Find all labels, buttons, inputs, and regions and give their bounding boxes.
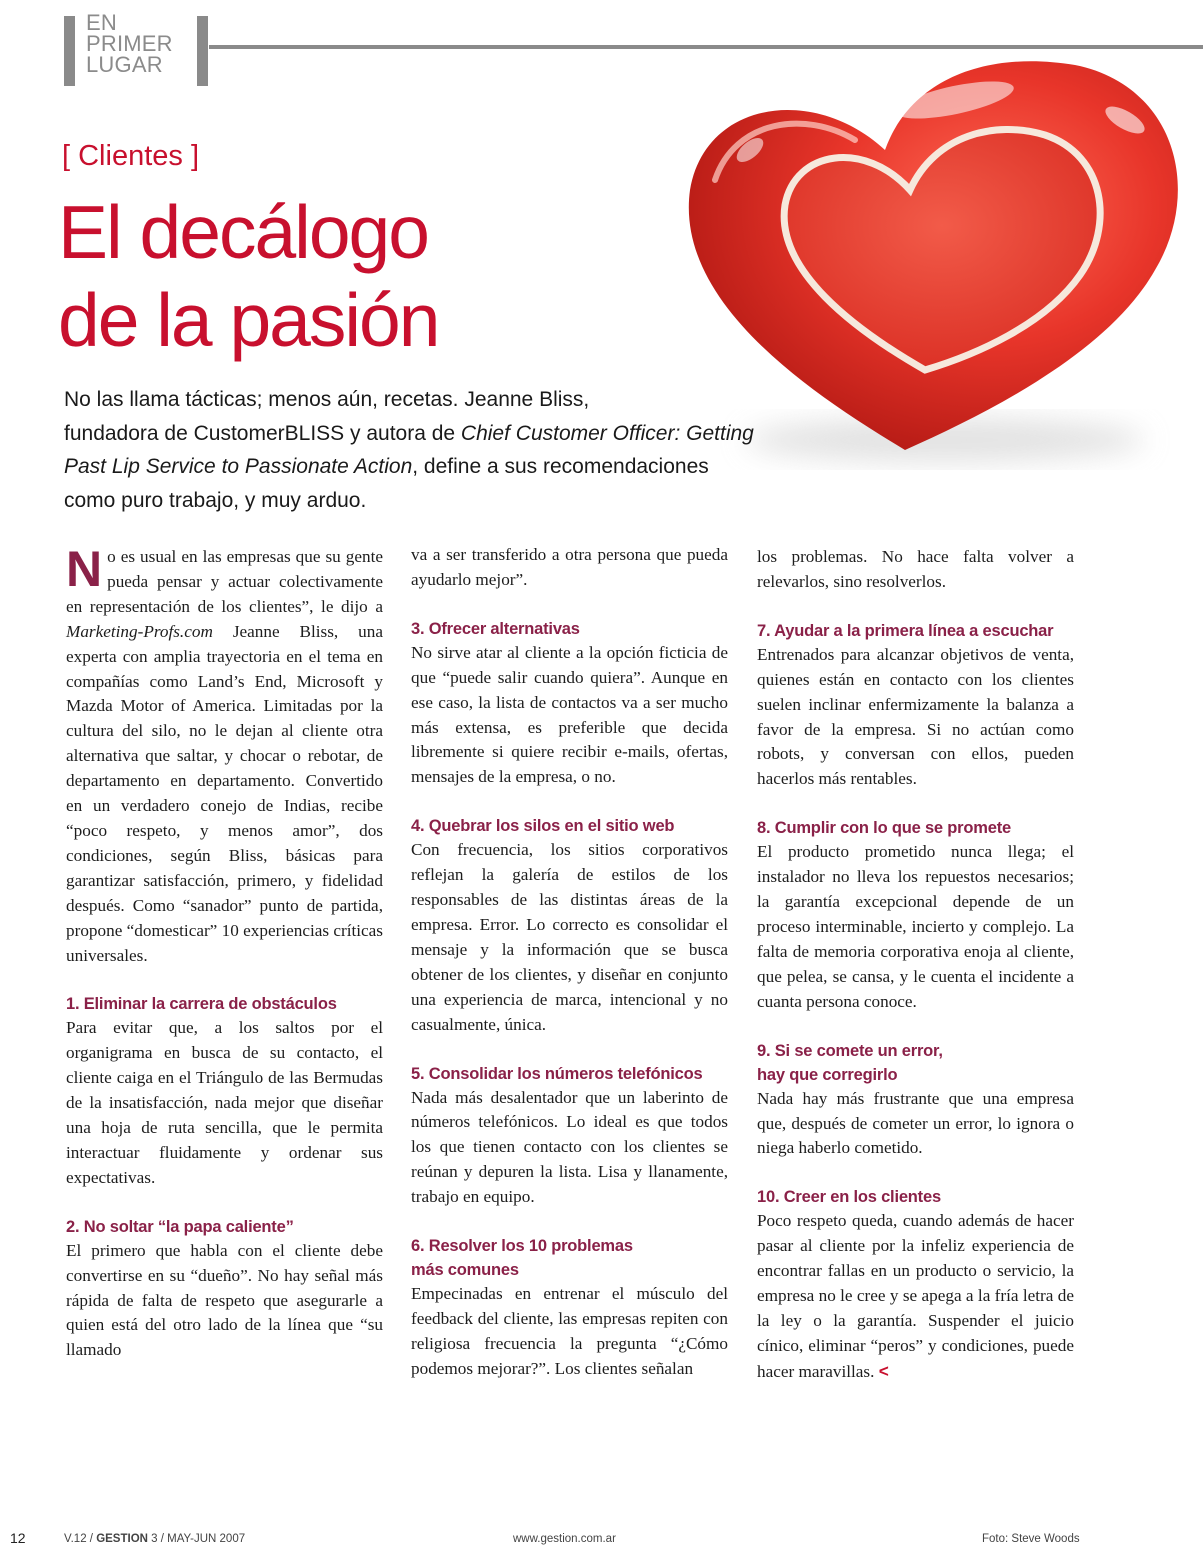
drop-cap: N — [66, 541, 103, 597]
item-body: va a ser transferido a otra persona que pueda ayudarlo mejor”. — [411, 545, 728, 589]
issue-info — [64, 1533, 245, 1545]
issue-volume: V.12 / — [64, 1533, 97, 1545]
source-name: Marketing-Profs.com — [66, 621, 213, 641]
item-heading: 3. Ofrecer alternativas — [411, 619, 580, 638]
issue-date: 3 / MAY-JUN 2007 — [147, 1533, 246, 1545]
deck-line: No las llama tácticas; menos aún, recetas. Jeanne Bliss, — [64, 388, 590, 411]
item-heading: 4. Quebrar los silos en el sitio web — [411, 817, 675, 836]
photo-credit: Foto: Steve Woods — [982, 1533, 1080, 1545]
section-label-line: EN — [86, 10, 117, 35]
text-column-3 — [757, 545, 1074, 1385]
website-url[interactable]: www.gestion.com.ar — [513, 1533, 616, 1545]
text-column-1 — [66, 541, 383, 1363]
article-deck — [64, 383, 784, 517]
item-body: Nada hay más frustrante que una empresa que, después de cometer un error, lo ignora o niega haberlo cometido. — [757, 1088, 1074, 1158]
item-body: Entrenados para alcanzar objetivos de venta, quienes están en contacto con los clientes suelen inclinar enfermizamente la balanza a favor de la empresa. Si no actúan como robots, y conversan con ellos, pueden hacerlos más rentables. — [757, 644, 1074, 789]
deck-line — [64, 450, 784, 484]
item-heading: 7. Ayudar a la primera línea a escuchar — [757, 621, 1054, 640]
text-column-2 — [411, 543, 728, 1382]
article-title — [58, 188, 438, 364]
item-body: Nada más desalentador que un laberinto de números telefónicos. Lo ideal es que todos los que tienen contacto con los clientes se reúnan y depuren la lista. Lisa y llanamente, trabajo en equipo. — [411, 1087, 728, 1207]
deck-text: fundadora de CustomerBLISS y autora de — [64, 421, 461, 445]
magazine-name: GESTION — [96, 1533, 148, 1545]
item-heading: 8. Cumplir con lo que se promete — [757, 819, 1011, 838]
item-body: No sirve atar al cliente a la opción ficticia de que “puede salir cuando quiera”. Aunque en ese caso, la lista de contactos va a ser mucho más extensa, es preferible que decida libremente si quiere recibir e-mails, ofertas, mensajes de la empresa, o no. — [411, 642, 728, 787]
deck-line: como puro trabajo, y muy arduo. — [64, 488, 367, 512]
section-bar-left — [64, 16, 75, 86]
intro-paragraph — [66, 541, 383, 968]
title-line: El decálogo — [58, 190, 428, 274]
item-body: El primero que habla con el cliente debe convertirse en su “dueño”. No hay señal más rápida de falta de respeto que asegurarle a quien está del otro lado de la línea que “su llamado — [66, 1240, 383, 1360]
deck-line — [64, 417, 784, 451]
section-bar-right — [197, 16, 208, 86]
item-body: Empecinadas en entrenar el músculo del feedback del cliente, las empresas repiten con religiosa frecuencia la pregunta “¿Cómo podemos mejorar?”. Los clientes señalan — [411, 1284, 728, 1378]
item-body: El producto prometido nunca llega; el instalador no lleva los repuestos necesarios; la garantía excepcional depende de un proceso interminable, incierto y complejo. La falta de memoria corporativa enoja al cliente, que pelea, se cansa, y le cuenta el incidente a cuanta persona conoce. — [757, 842, 1074, 1011]
item-heading — [757, 1039, 1074, 1087]
intro-text: o es usual en las empresas que su gente pueda pensar y actuar colectivamente en representación de los clientes”, le dijo a — [66, 547, 383, 616]
intro-text: Jeanne Bliss, una experta con amplia trayectoria en el tema en compañías como Land’s End, Microsoft y Mazda Motor of America. Limitadas por la cultura del silo, no le dejan al cliente otra alternativa que saltar, y chocar o rebotar, de departamento en departamento. Convertido en un verdadero conejo de Indias, recibe “poco respeto, y menos amor”, dos condiciones, según Bliss, básicas para garantizar satisfacción, primero, y fidelidad después. Como “sanador” punto de partida, propone “domesticar” 10 experiencias críticas universales. — [66, 621, 383, 965]
heading-line: hay que corregirlo — [757, 1065, 898, 1084]
deck-text: , define a sus recomendaciones — [412, 455, 709, 478]
item-text: Poco respeto queda, cuando además de hacer pasar al cliente por la infeliz experiencia de encontrar fallas en un producto o servicio, la empresa no le cree y se apega a la fría letra de la ley o la garantía. Suspender el juicio cínico, eliminar “peros” y condiciones, puede hacer maravillas. — [757, 1211, 1074, 1381]
item-body: los problemas. No hace falta volver a relevarlos, sino resolverlos. — [757, 547, 1074, 591]
heading-line: 6. Resolver los 10 problemas — [411, 1237, 633, 1256]
item-heading — [411, 1234, 728, 1282]
item-heading: 5. Consolidar los números telefónicos — [411, 1064, 703, 1083]
page-number: 12 — [10, 1530, 26, 1546]
heading-line: 9. Si se comete un error, — [757, 1041, 943, 1060]
book-title: Past Lip Service to Passionate Action — [64, 455, 413, 478]
end-mark: < — [878, 1360, 889, 1381]
book-title: Chief Customer Officer: Getting — [460, 421, 754, 445]
heading-line: más comunes — [411, 1261, 519, 1280]
item-heading: 10. Creer en los clientes — [757, 1188, 941, 1207]
section-label-line: PRIMER — [86, 31, 173, 56]
item-body: Para evitar que, a los saltos por el organigrama en busca de su contacto, el cliente caiga en el Triángulo de las Bermudas de la insatisfacción, nada mejor que diseñar una hoja de ruta sencilla, que le permita interactuar fluidamente y ordenar sus expectativas. — [66, 1018, 383, 1187]
section-label-line: LUGAR — [86, 52, 163, 77]
item-body: Con frecuencia, los sitios corporativos reflejan la galería de estilos de los responsables de las distintas áreas de la empresa. Error. Lo correcto es consolidar el mensaje y la información que se busca obtener de los clientes, y diseñar en conjunto una experiencia de marca, intencional y no casualmente, única. — [411, 840, 728, 1034]
item-heading: 1. Eliminar la carrera de obstáculos — [66, 995, 337, 1014]
title-line: de la pasión — [58, 278, 439, 362]
item-heading: 2. No soltar “la papa caliente” — [66, 1217, 294, 1236]
article-kicker: [ Clientes ] — [62, 140, 199, 172]
item-body — [757, 1209, 1074, 1384]
section-label — [86, 12, 173, 75]
